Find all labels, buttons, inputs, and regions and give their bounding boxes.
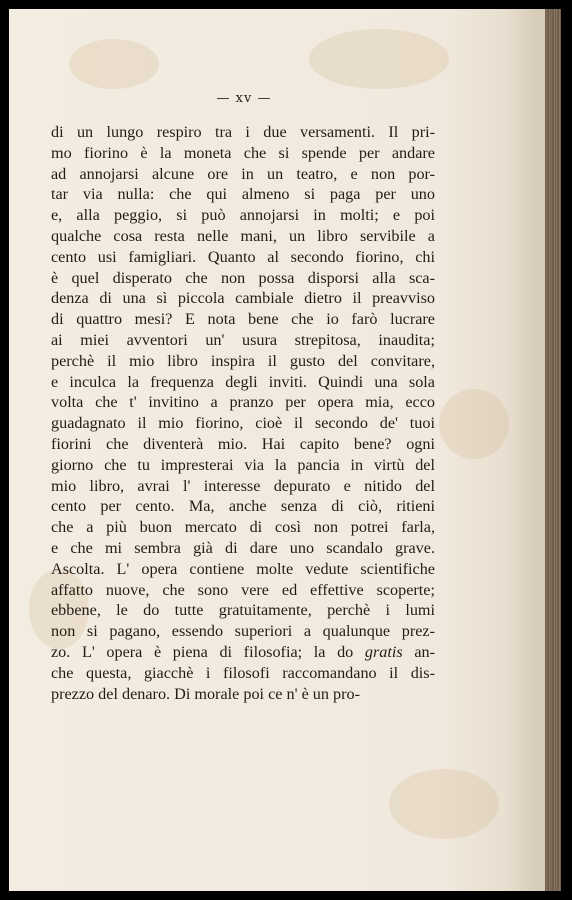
page-edge [545,9,561,891]
book-page [9,9,561,891]
text-line: giorno che tu impresterai via la pancia in virtù del [51,455,435,474]
text-line: volta che t' invitino a pranzo per opera mia, ecco [51,393,435,412]
text-line: e, alla peggio, si può annojarsi in molti; e poi [51,206,435,225]
text-line-with-italic [51,642,435,663]
text-line: e inculca la frequenza degli inviti. Quindi una sola [51,372,435,391]
text-line: che questa, giacchè i filosofi raccomandano il dis- [51,663,435,682]
body-text [51,122,435,704]
text-line: di quattro mesi? E nota bene che io farò lucrare [51,310,435,329]
text-line: Ascolta. L' opera contiene molte vedute scientifiche [51,559,435,578]
text-line: tar via nulla: che qui almeno si paga per uno [51,185,435,204]
text-line: cento per cento. Ma, anche senza di ciò, ritieni [51,497,435,516]
text-line: cento usi famigliari. Quanto al secondo fiorino, chi [51,247,435,266]
text-segment: zo. L' opera è piena di filosofia; la do [51,642,354,661]
text-line: che a più buon mercato di così non potrei farla, [51,518,435,537]
text-line: denza di una sì piccola cambiale dietro il preavviso [51,289,435,308]
text-line: mio libro, avrai l' interesse depurato e nitido del [51,476,435,495]
text-line: ai miei avventori un' usura strepitosa, inaudita; [51,330,435,349]
text-line: perchè il mio libro inspira il gusto del convitare, [51,351,435,370]
text-line: qualche cosa resta nelle mani, un libro servibile a [51,226,435,245]
text-line: ad annojarsi alcune ore in un teatro, e non por- [51,164,435,183]
text-line: mo fiorino è la moneta che si spende per andare [51,143,435,162]
text-line: non si pagano, essendo superiori a qualunque prez- [51,622,435,641]
text-line: guadagnato il mio fiorino, cioè il secondo de' tuoi [51,414,435,433]
text-line: affatto nuove, che sono vere ed effettive scoperte; [51,580,435,599]
text-line: e che mi sembra già di dare uno scandalo grave. [51,538,435,557]
text-line: è quel disperato che non possa disporsi alla sca- [51,268,435,287]
page-number: — xv — [216,91,272,106]
text-line: fiorini che diventerà mio. Hai capito bene? ogni [51,434,435,453]
text-line: di un lungo respiro tra i due versamenti. Il pri- [51,123,435,141]
text-line: prezzo del denaro. Di morale poi ce n' è un pro- [51,684,361,703]
text-line: ebbene, le do tutte gratuitamente, perchè i lumi [51,601,435,620]
italic-word: gratis [364,642,403,661]
text-segment: an- [402,642,436,661]
